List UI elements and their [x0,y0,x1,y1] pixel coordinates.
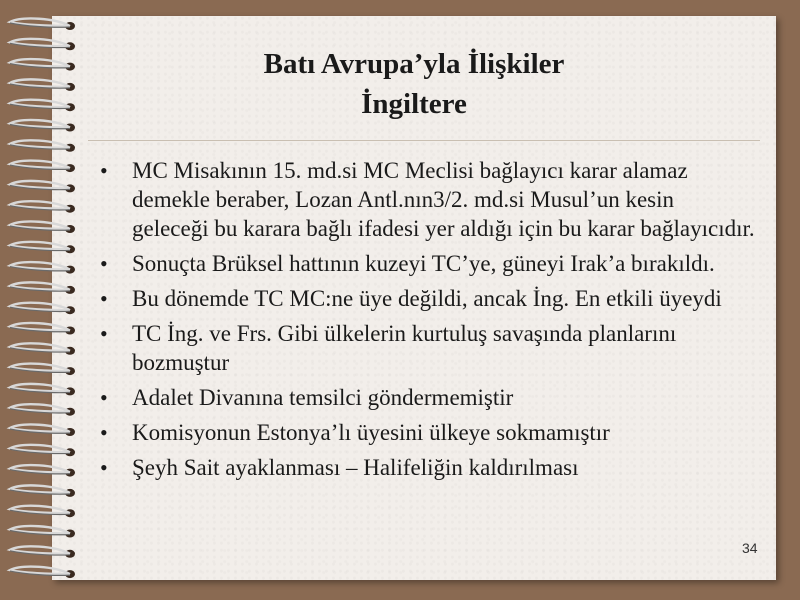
binding-ring-icon [10,567,75,578]
binding-ring-icon [10,140,75,151]
binding-ring-icon [10,181,75,192]
binding-ring-icon [10,343,75,354]
binding-ring-icon [10,445,75,456]
binding-ring-icon [10,526,75,537]
title-line-2: İngiltere [361,88,467,120]
bullet-item: • Şeyh Sait ayaklanması – Halifeliğin kaldırılması [96,453,756,482]
binding-ring-icon [10,364,75,375]
binding-ring-icon [10,506,75,517]
binding-ring-icon [10,425,75,436]
binding-ring-icon [10,485,75,496]
binding-ring-icon [10,262,75,273]
bullet-item: • Komisyonun Estonya’lı üyesini ülkeye sokmamıştır [96,418,756,447]
binding-ring-icon [10,323,75,334]
title-divider [88,140,760,141]
binding-ring-icon [10,546,75,557]
title-line-1: Batı Avrupa’yla İlişkiler [263,48,565,80]
binding-ring-icon [10,303,75,314]
binding-ring-icon [10,201,75,212]
binding-ring-icon [10,242,75,253]
slide-title [52,44,776,124]
binding-ring-icon [10,161,75,172]
bullet-item: • MC Misakının 15. md.si MC Meclisi bağlayıcı karar alamaz demekle beraber, Lozan Antl.nın3/2. md.si Musul’un kesin geleceği bu karara bağlı ifadesi yer aldığı için bu karar bağlayıcıdır. [96,156,756,243]
binding-ring-icon [10,465,75,476]
binding-ring-icon [10,222,75,233]
page-number: 34 [742,540,758,556]
bullet-item: • Bu dönemde TC MC:ne üye değildi, ancak İng. En etkili üyeydi [96,284,756,313]
binding-ring-icon [10,384,75,395]
binding-ring-icon [10,19,75,30]
binding-ring-icon [10,404,75,415]
bullet-list [96,156,756,488]
binding-ring-icon [10,282,75,293]
bullet-item: • Sonuçta Brüksel hattının kuzeyi TC’ye, güneyi Irak’a bırakıldı. [96,249,756,278]
bullet-item: • Adalet Divanına temsilci göndermemiştir [96,383,756,412]
bullet-item: • TC İng. ve Frs. Gibi ülkelerin kurtuluş savaşında planlarını bozmuştur [96,319,756,377]
